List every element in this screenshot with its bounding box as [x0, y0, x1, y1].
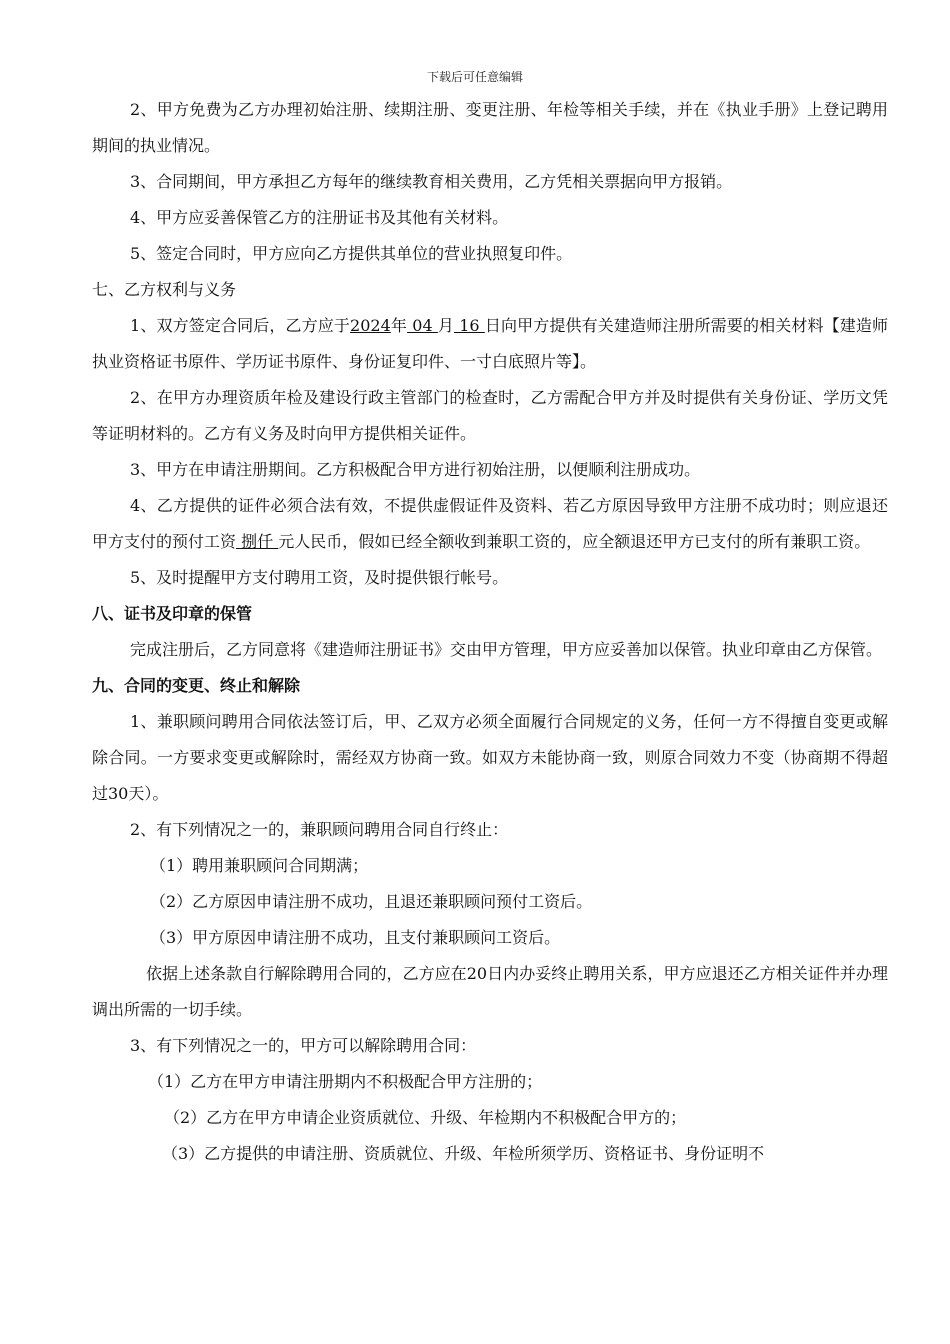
paragraph-party-b-3: 3、甲方在申请注册期间。乙方积极配合甲方进行初始注册，以便顺利注册成功。: [130, 460, 701, 479]
list-item: （3）乙方提供的申请注册、资质就位、升级、年检所须学历、资格证书、身份证明不: [162, 1144, 765, 1163]
list-item: （3）甲方原因申请注册不成功，且支付兼职顾问工资后。: [150, 928, 561, 947]
document-body: [92, 92, 888, 1172]
paragraph-party-b-2: 2、在甲方办理资质年检及建设行政主管部门的检查时，乙方需配合甲方并及时提供有关身份证、学历文凭等证明材料的。乙方有义务及时向甲方提供相关证件。: [92, 388, 888, 443]
text-segment: 元人民币，假如已经全额收到兼职工资的，应全额退还甲方已支付的所有兼职工资。: [278, 532, 871, 551]
paragraph-party-a-2: 2、甲方免费为乙方办理初始注册、续期注册、变更注册、年检等相关手续，并在《执业手册》上登记聘用期间的执业情况。: [92, 100, 888, 155]
paragraph-party-b-1: [92, 308, 888, 380]
text-segment: 日向甲方提供有关建造师注册所需要的相关材料【建造师执业资格证书原件、学历证书原件、身份证复印件、一寸白底照片等】。: [92, 316, 889, 371]
text-segment: 月: [437, 316, 454, 335]
paragraph-party-b-5: 5、及时提醒甲方支付聘用工资，及时提供银行帐号。: [130, 568, 509, 587]
paragraph-party-a-5: 5、签定合同时，甲方应向乙方提供其单位的营业执照复印件。: [130, 244, 573, 263]
page-header: 下载后可任意编辑: [426, 70, 523, 84]
underlined-day: 16: [454, 316, 485, 335]
paragraph-party-a-4: 4、甲方应妥善保管乙方的注册证书及其他有关材料。: [130, 208, 509, 227]
paragraph-change-2: 2、有下列情况之一的，兼职顾问聘用合同自行终止：: [130, 820, 509, 839]
text-segment: 4、乙方提供的证件必须合法有效，不提供虚假证件及资料、若乙方原因导致甲方注册不成功时；则应退还甲方支付的预付工资: [92, 496, 888, 551]
list-item: （1）聘用兼职顾问合同期满；: [150, 856, 369, 875]
section-8-title: 八、证书及印章的保管: [92, 604, 253, 623]
underlined-year: 2024: [350, 316, 391, 335]
paragraph-certificate: 完成注册后，乙方同意将《建造师注册证书》交由甲方管理，甲方应妥善加以保管。执业印章由乙方保管。: [130, 640, 883, 659]
paragraph-termination-note: 依据上述条款自行解除聘用合同的，乙方应在20日内办妥终止聘用关系，甲方应退还乙方相关证件并办理调出所需的一切手续。: [92, 964, 888, 1019]
list-item: （2）乙方在甲方申请企业资质就位、升级、年检期内不积极配合甲方的；: [164, 1108, 687, 1127]
section-7-title: 七、乙方权利与义务: [92, 280, 237, 299]
text-segment: 年: [390, 316, 408, 335]
paragraph-party-a-3: 3、合同期间，甲方承担乙方每年的继续教育相关费用，乙方凭相关票据向甲方报销。: [130, 172, 733, 191]
list-item: （2）乙方原因申请注册不成功，且退还兼职顾问预付工资后。: [150, 892, 593, 911]
text-segment: 1、双方签定合同后，乙方应于: [130, 316, 351, 335]
section-9-title: 九、合同的变更、终止和解除: [92, 676, 301, 695]
paragraph-party-b-4: [92, 488, 888, 560]
underlined-month: 04: [407, 316, 438, 335]
paragraph-change-3: 3、有下列情况之一的，甲方可以解除聘用合同：: [130, 1036, 477, 1055]
underlined-amount: 捌仟: [236, 532, 279, 551]
paragraph-change-1: 1、兼职顾问聘用合同依法签订后，甲、乙双方必须全面履行合同规定的义务，任何一方不得擅自变更或解除合同。一方要求变更或解除时，需经双方协商一致。如双方未能协商一致，则原合同效力不变（协商期不得超过30天）。: [92, 712, 888, 803]
list-item: （1）乙方在甲方申请注册期内不积极配合甲方注册的；: [148, 1072, 543, 1091]
